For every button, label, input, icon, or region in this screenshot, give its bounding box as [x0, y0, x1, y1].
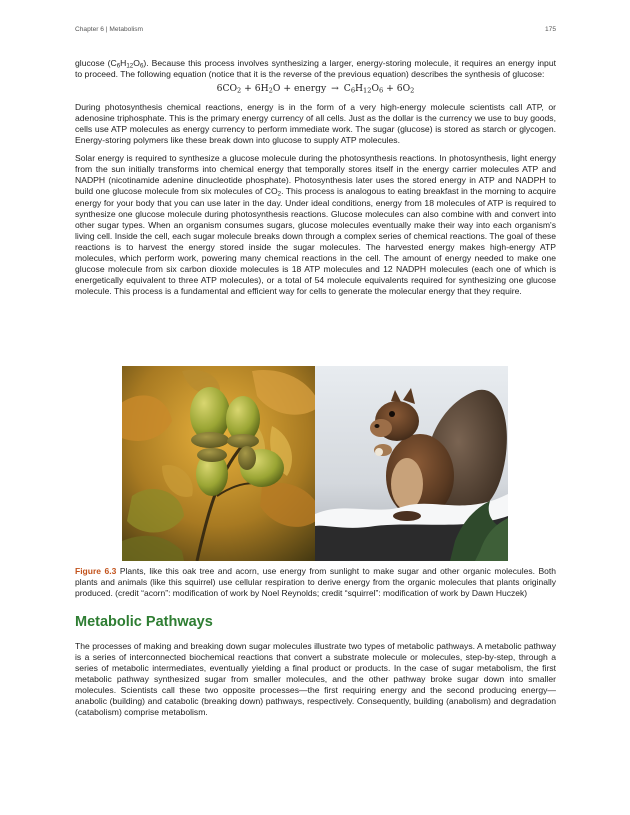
page-number: 175: [544, 26, 556, 33]
squirrel-photo: [315, 366, 508, 561]
figure-label: Figure 6.3: [75, 566, 117, 576]
metabolic-pathways-paragraph: The processes of making and breaking down sugar molecules illustrate two types of metabolic pathways. A metabolic pathway is a series of interconnected biochemical reactions that convert a substrate molecule or molecules, step-by-step, through a series of metabolic intermediates, eventually yielding a final product or products. In the case of sugar metabolism, the first metabolic pathway synthesized sugar from smaller molecules, and the other pathway broke sugar down into smaller molecules. Scientists call these two opposite processes—the first requiring energy and the second producing energy—anabolic (building) and catabolic (breaking down) pathways, respectively. Consequently, building (anabolism) and degradation (catabolism) comprise metabolism.: [75, 641, 556, 718]
atp-paragraph: During photosynthesis chemical reactions, energy is in the form of a very high-energy molecule scientists call ATP, or adenosine triphosphate. This is the primary energy currency of all cells. Just as the dollar is the currency we use to buy goods, cells use ATP molecules as energy currency to perform immediate work. The sugar (glucose) is stored as starch or glycogen. Energy-storing polymers like these break down into glucose to supply ATP molecules.: [75, 102, 556, 146]
figure-caption-text: Plants, like this oak tree and acorn, use energy from sunlight to make sugar and other organic molecules. Both plants and animals (like this squirrel) use cellular respiration to derive energy from the organic molecules that plants originally produced. (credit “acorn”: modification of work by Noel Reynolds; credit “squirrel”: modification of work by Dawn Huczek): [75, 566, 556, 598]
section-heading: Metabolic Pathways: [75, 614, 213, 630]
figure-caption: [75, 566, 556, 599]
solar-energy-paragraph: Solar energy is required to synthesize a glucose molecule during the photosynthesis reactions. In photosynthesis, light energy from the sun initially transforms into chemical energy that temporally stores itself in the energy carrier molecules ATP and NADPH (nicotinamide adenine dinucleotide phosphate). Photosynthesis later uses the stored energy in ATP and NADPH to build one glucose molecule from six molecules of $CO_2$. This process is analogous to eating breakfast in the morning to acquire energy for your body that you can use later in the day. Under ideal conditions, energy from 18 molecules of ATP is required to synthesize one glucose molecule during photosynthesis reactions. Glucose molecules can also combine with and convert into other sugar types. When an organism consumes sugars, glucose molecules eventually make their way into each organism's living cell. Inside the cell, each sugar molecule breaks down through a complex series of chemical reactions. The goal of these reactions is to harvest the energy stored inside the sugar molecules. The harvested energy makes high-energy ATP molecules, which perform work, powering many chemical reactions in the cell. The amount of energy needed to make one glucose molecule from six carbon dioxide molecules is 18 ATP molecules and 12 NADPH molecules (each one of which is energetically equivalent to three ATP molecules), or a total of 54 molecule equivalents required for synthesizing one glucose molecule. This process is a fundamental and efficient way for cells to generate the molecular energy that they require.: [75, 153, 557, 296]
figure-6-3: [122, 366, 508, 561]
reaction-arrow: →: [331, 83, 339, 95]
chapter-title: Chapter 6 | Metabolism: [75, 26, 144, 33]
acorn-photo: [122, 366, 315, 561]
glucose-synthesis-equation: $6CO_2 + 6H_2O$ + energy → $C_6H_{12}O_6 + 6O_2$: [216, 83, 415, 95]
intro-paragraph: glucose $(C_6H_{12}O_6)$. Because this process involves synthesizing a larger, energy-storing molecule, it requires an energy input to proceed. The following equation (notice that it is the reverse of the previous equation) describes the synthesis of glucose:: [75, 58, 556, 80]
main-content: [75, 58, 556, 297]
